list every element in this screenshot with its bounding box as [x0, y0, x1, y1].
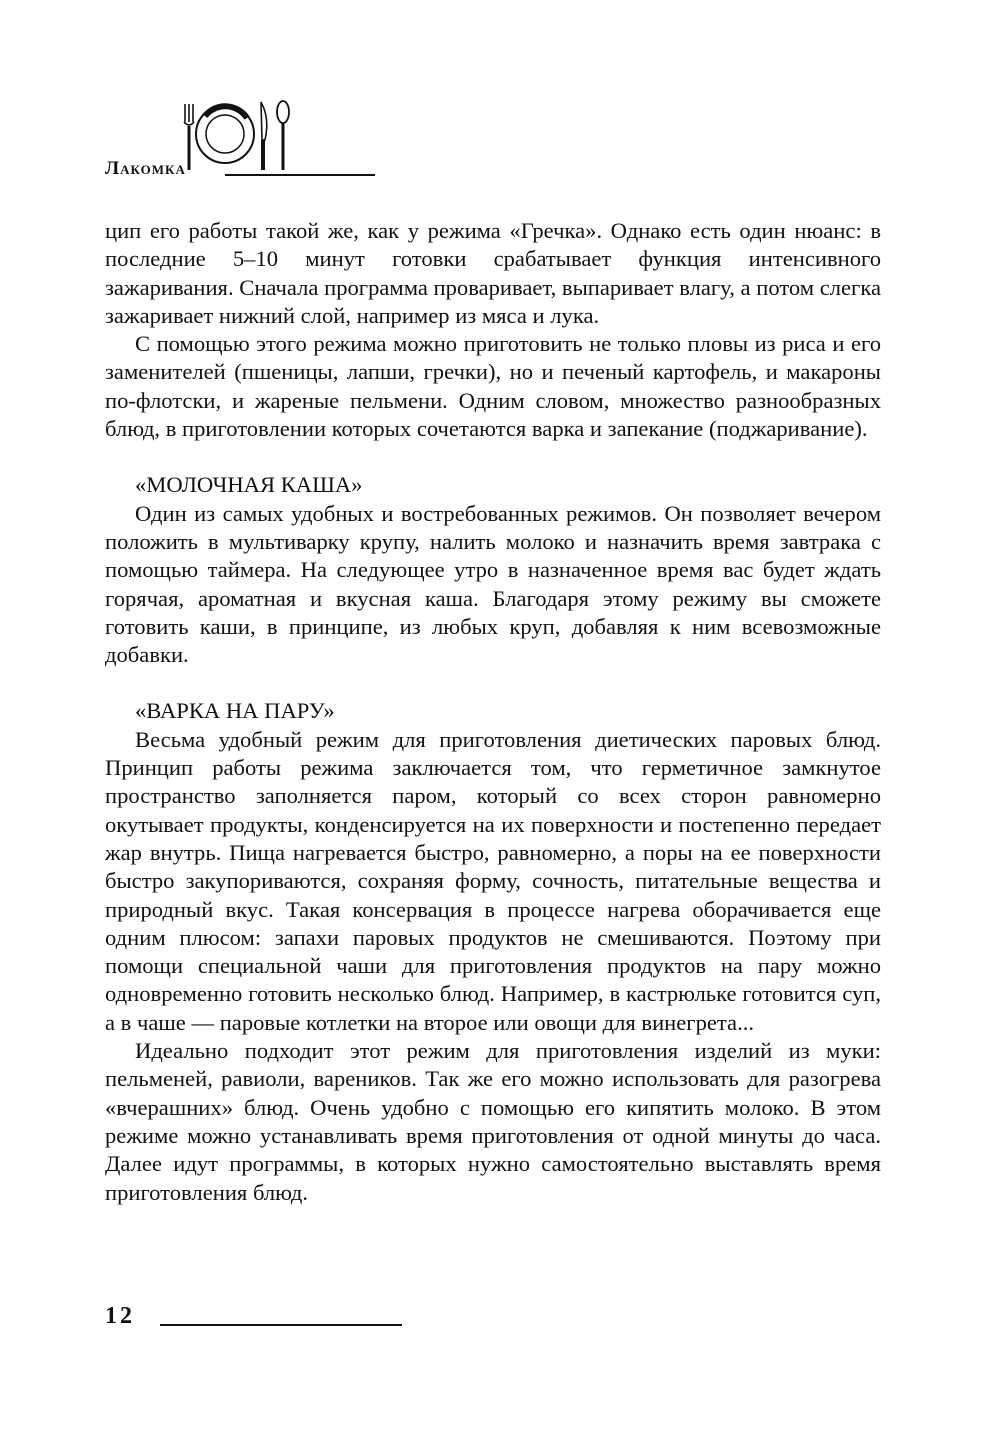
paragraph: Один из самых удобных и востребованных режимов. Он позволяет вечером положить в мультиварку крупу, налить молоко и назначить время завтрака с помощью таймера. На следующее утро в назначенное время вас будет ждать горячая, ароматная и вкусная каша. Благодаря этому режиму вы сможете готовить каши, в принципе, из любых круп, добавляя к ним всевозможные добавки.: [105, 500, 881, 668]
running-header: [105, 96, 375, 186]
section-heading: «МОЛОЧНАЯ КАША»: [135, 472, 363, 498]
section-heading: «ВАРКА НА ПАРУ»: [135, 698, 335, 724]
page-body: [105, 217, 881, 1207]
paragraph: С помощью этого режима можно приготовить не только пловы из риса и его заменителей (пшеницы, лапши, гречки), но и печеный картофель, и макароны по-флотски, и жареные пельмени. Одним словом, множество разнообразных блюд, в приготовлении которых сочетаются варка и запекание (поджаривание).: [105, 331, 881, 442]
paragraph: Идеально подходит этот режим для приготовления изделий из муки: пельменей, равиоли, вареников. Так же его можно использовать для разогрева «вчерашних» блюд. Очень удобно с помощью его кипятить молоко. В этом режиме можно устанавливать время приготовления от одной минуты до часа. Далее идут программы, в которых нужно самостоятельно выставлять время приготовления блюд.: [105, 1038, 881, 1205]
paragraph: Весьма удобный режим для приготовления диетических паровых блюд. Принцип работы режима заключается том, что герметичное замкнутое пространство заполняется паром, который со всех сторон равномерно окутывает продукты, конденсируется на их поверхности и постепенно передает жар внутрь. Пища нагревается быстро, равномерно, а поры на ее поверхности быстро закупориваются, сохраняя форму, сочность, питательные вещества и природный вкус. Такая консервация в процессе нагрева оборачивается еще одним плюсом: запахи паровых продуктов не смешиваются. Поэтому при помощи специальной чаши для приготовления продуктов на пару можно одновременно готовить несколько блюд. Например, в кастрюльке готовится суп, а в чаше — паровые котлетки на второе или овощи для винегрета...: [105, 726, 881, 1035]
paragraph: цип его работы такой же, как у режима «Гречка». Однако есть один нюанс: в последние 5–10 минут готовки срабатывает функция интенсивного зажаривания. Сначала программа проваривает, выпаривает влагу, а потом слегка зажаривает нижний слой, например из мяса и лука.: [105, 218, 881, 328]
header-title: Лакомка: [105, 158, 186, 179]
header-rule: [225, 174, 375, 176]
footer-rule: [160, 1324, 402, 1326]
page-number: 12: [105, 1303, 135, 1329]
page-footer: [105, 1303, 405, 1333]
cutlery-plate-icon: [175, 96, 295, 174]
